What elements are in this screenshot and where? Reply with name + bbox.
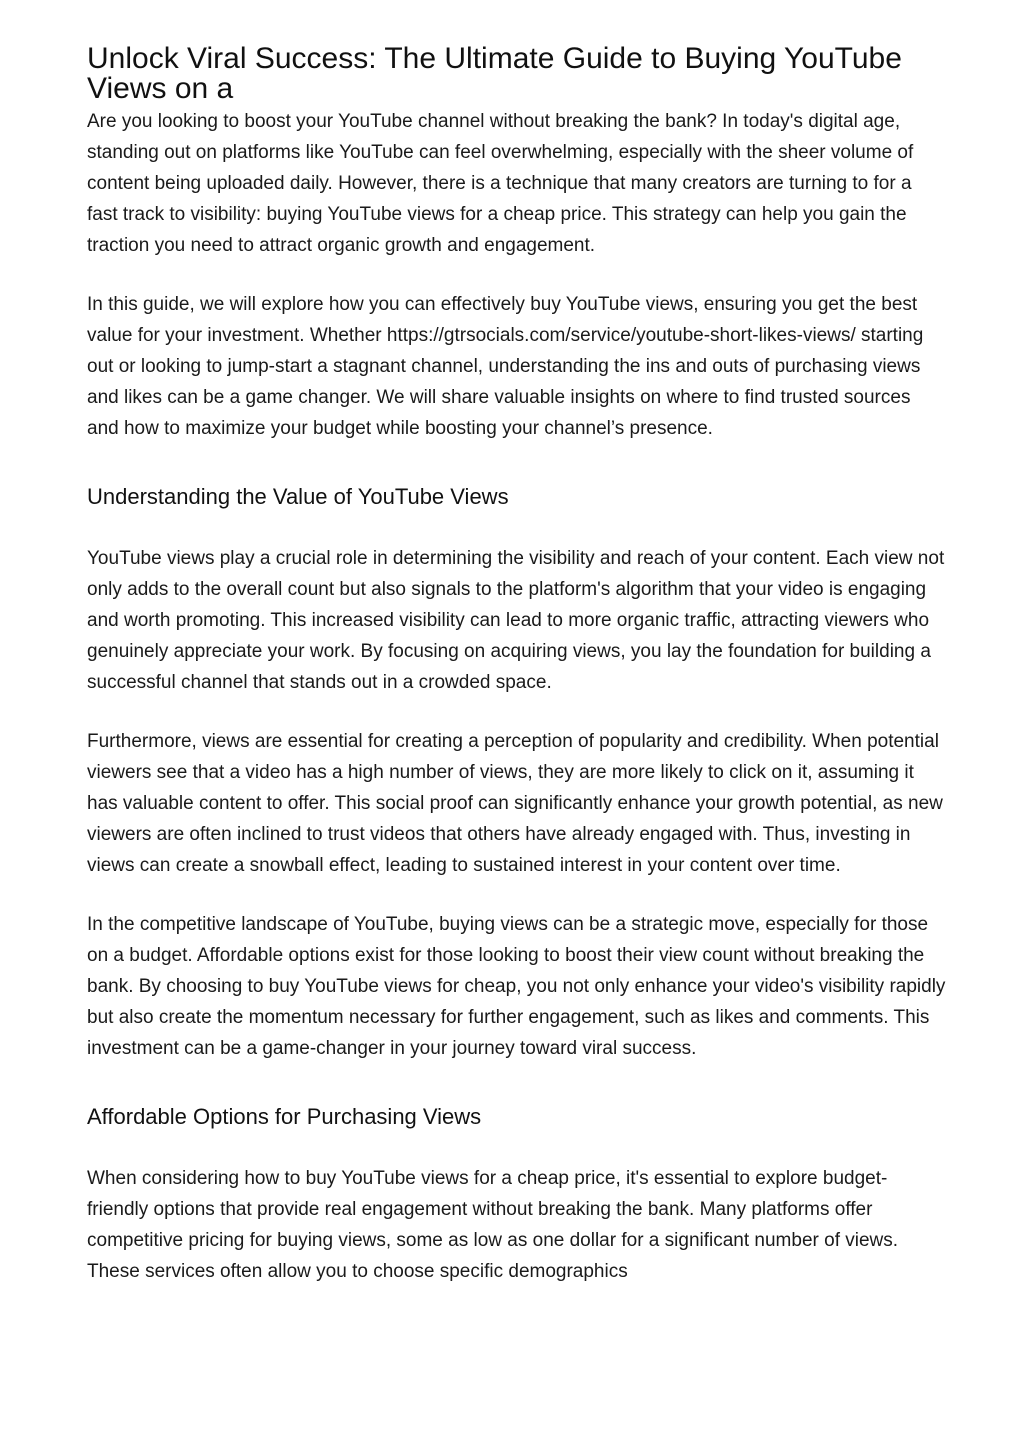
section-heading: Understanding the Value of YouTube Views [87,484,509,509]
intro-paragraph: In this guide, we will explore how you can effectively buy YouTube views, ensuring you get the best value for your investment. Whether https://gtrsocials.com/service/youtube-short-likes-views/ starting out or looking to jump-start a stagnant channel, understanding the ins and outs of purchasing views and likes can be a game changer. We will share valuable insights on where to find trusted sources and how to maximize your budget while boosting your channel’s presence. [87,294,924,439]
intro-paragraph: Are you looking to boost your YouTube channel without breaking the bank? In today's digital age, standing out on platforms like YouTube can feel overwhelming, especially with the sheer volume of content being uploaded daily. However, there is a technique that many creators are turning to for a fast track to visibility: buying YouTube views for a cheap price. This strategy can help you gain the traction you need to attract organic growth and engagement. [87,111,914,256]
section-heading: Affordable Options for Purchasing Views [87,1104,482,1129]
section-paragraph: Furthermore, views are essential for creating a perception of popularity and credibility. When potential viewers see that a video has a high number of views, they are more likely to click on it, assuming it has valuable content to offer. This social proof can significantly enhance your growth potential, as new viewers are often inclined to trust videos that others have already engaged with. Thus, investing in views can create a snowball effect, leading to sustained interest in your content over time. [87,731,943,876]
document-title: Unlock Viral Success: The Ultimate Guide to Buying YouTube Views on a [87,42,902,105]
section-paragraph: When considering how to buy YouTube views for a cheap price, it's essential to explore budget-friendly options that provide real engagement without breaking the bank. Many platforms offer competitive pricing for buying views, some as low as one dollar for a significant number of views. These services often allow you to choose specific demographics [87,1168,899,1282]
section-paragraph: YouTube views play a crucial role in determining the visibility and reach of your content. Each view not only adds to the overall count but also signals to the platform's algorithm that your video is engaging and worth promoting. This increased visibility can lead to more organic traffic, attracting viewers who genuinely appreciate your work. By focusing on acquiring views, you lay the foundation for building a successful channel that stands out in a crowded space. [87,548,945,693]
section-paragraph: In the competitive landscape of YouTube, buying views can be a strategic move, especially for those on a budget. Affordable options exist for those looking to boost their view count without breaking the bank. By choosing to buy YouTube views for cheap, you not only enhance your video's visibility rapidly but also create the momentum necessary for further engagement, such as likes and comments. This investment can be a game-changer in your journey toward viral success. [87,914,946,1059]
document-page [87,44,947,1287]
